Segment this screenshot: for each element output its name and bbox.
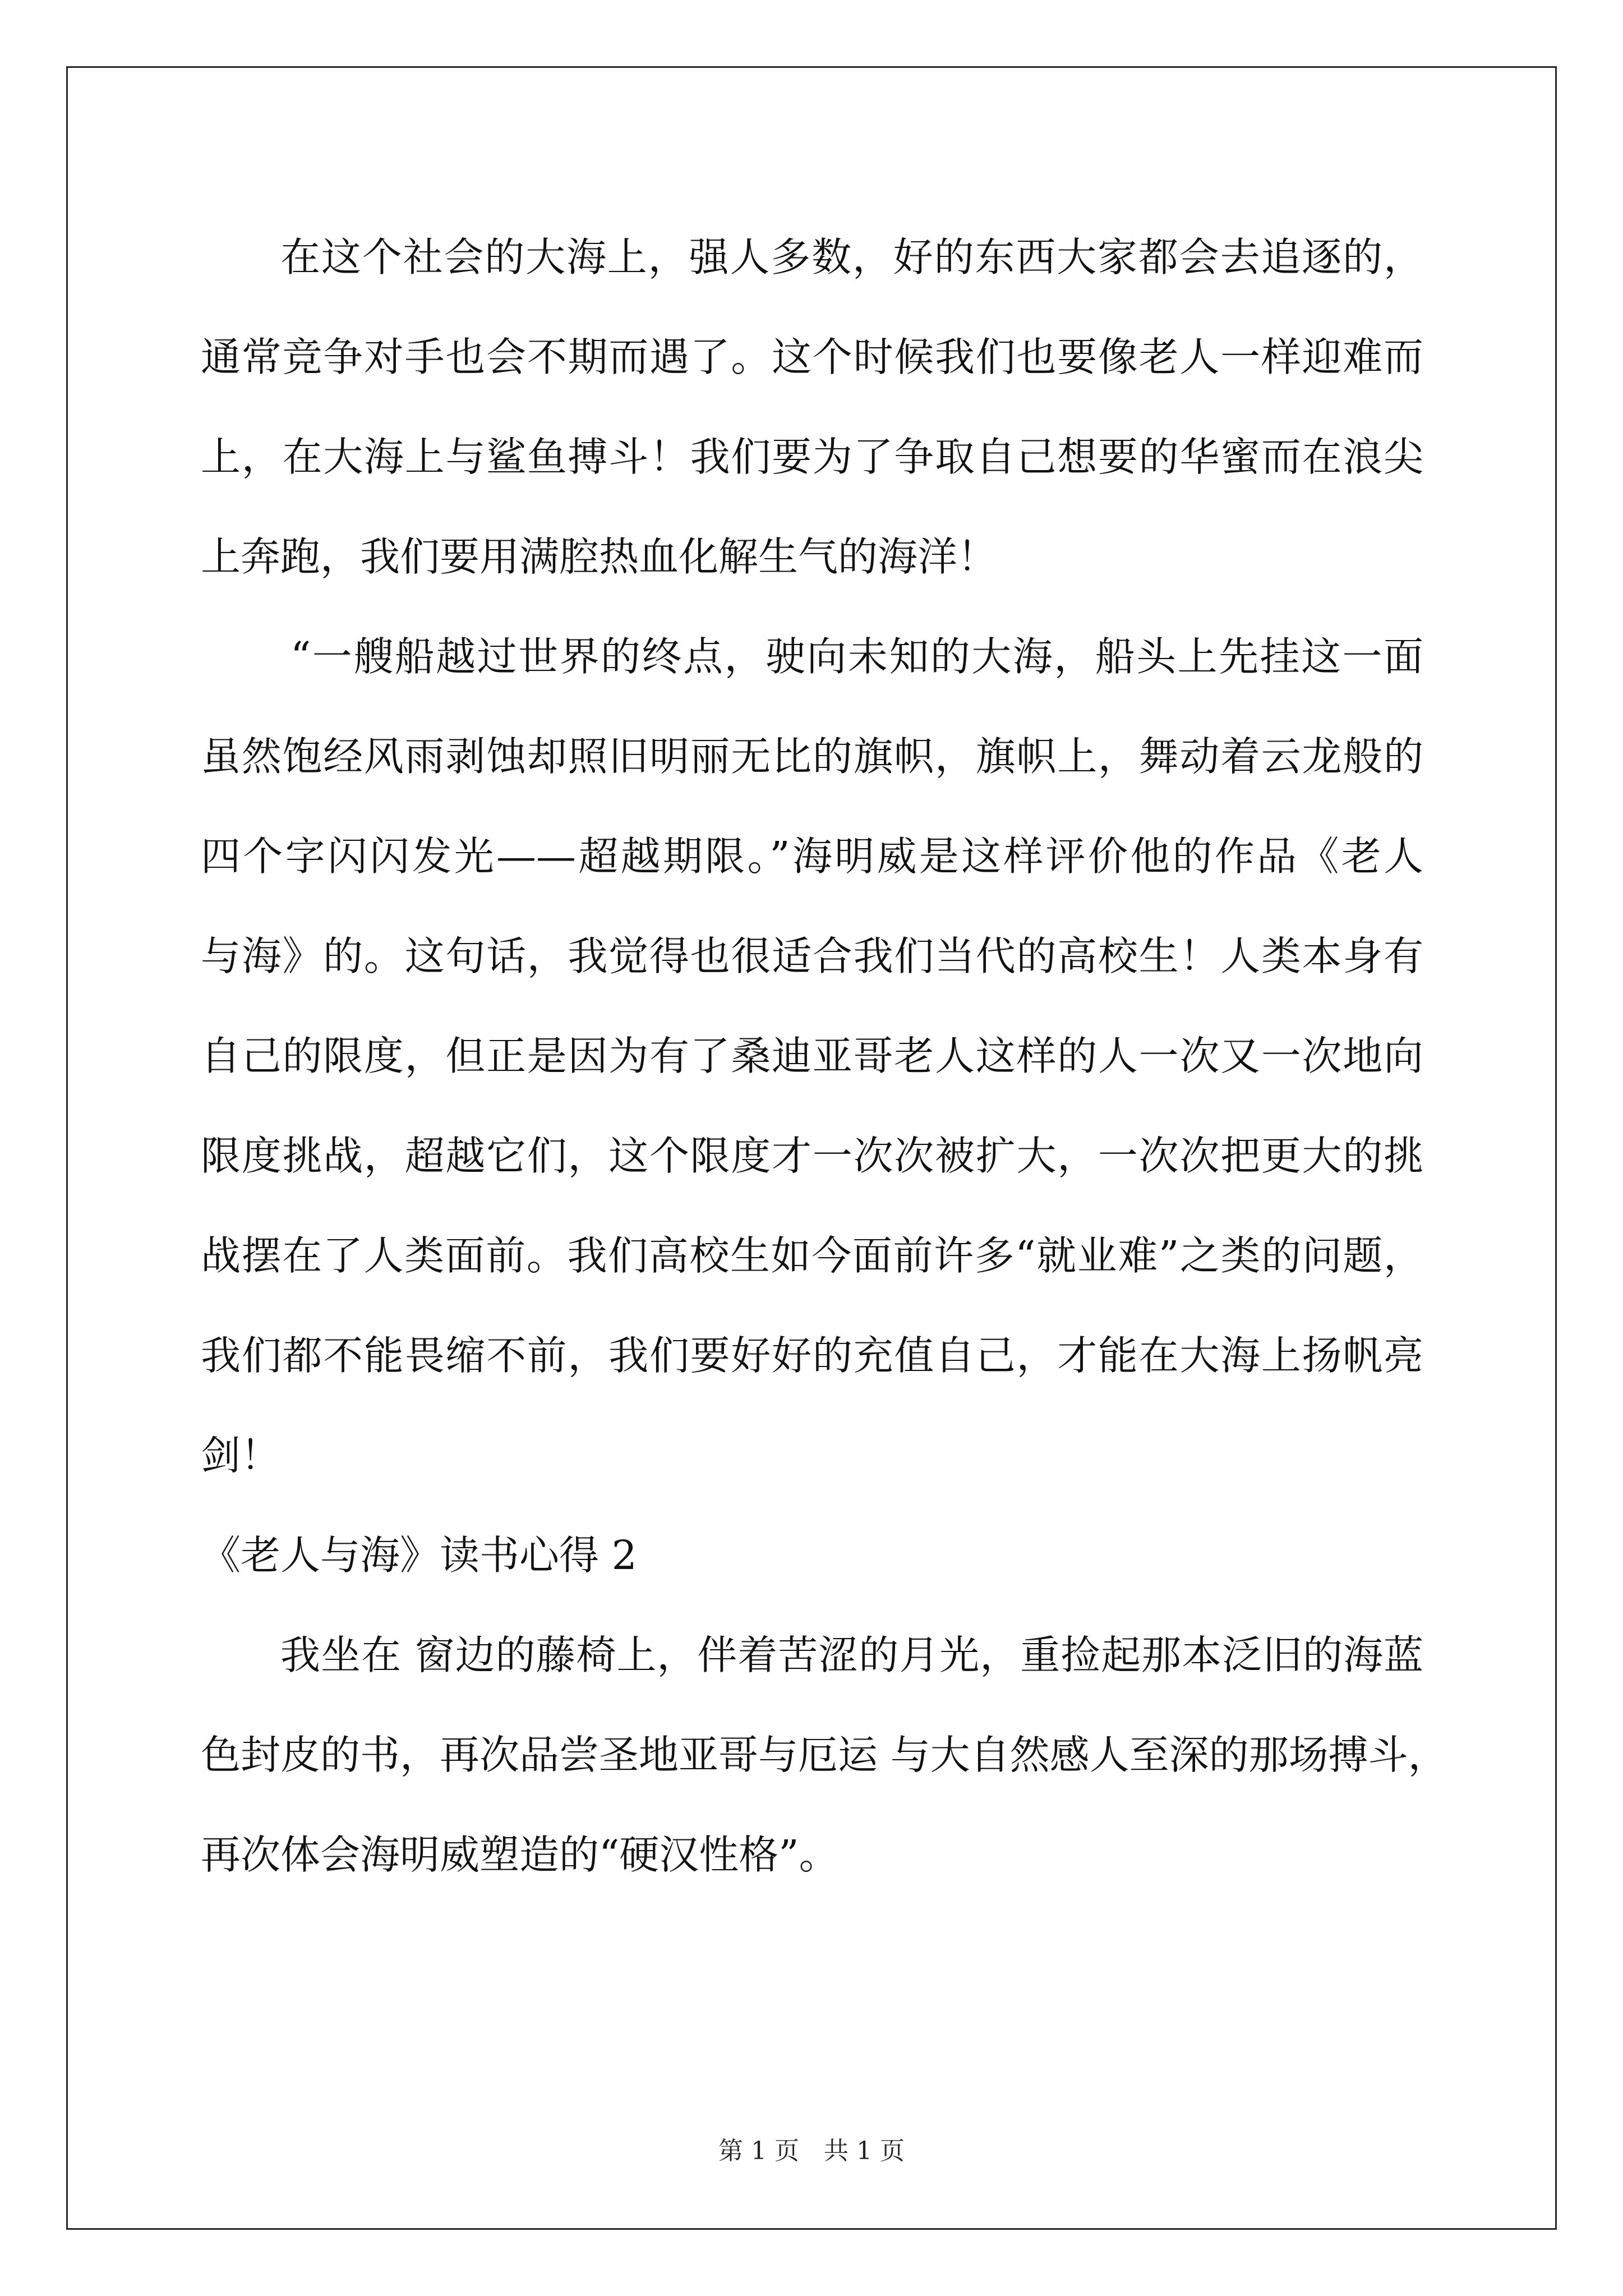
paragraph-line: 在这个社会的大海上，强人多数，好的东西大家都会去追逐的， bbox=[280, 234, 1423, 280]
paragraph-2 bbox=[201, 607, 1423, 1506]
paragraph-line: “一艘船越过世界的终点，驶向未知的大海，船头上先挂这一面 bbox=[291, 633, 1423, 680]
paragraph-line: 四个字闪闪发光——超越期限。”海明威是这样评价他的作品《老人 bbox=[201, 833, 1423, 880]
paragraph-line: 上奔跑，我们要用满腔热血化解生气的海洋！ bbox=[201, 533, 998, 580]
paragraph-line: 通常竞争对手也会不期而遇了。这个时候我们也要像老人一样迎难而 bbox=[201, 334, 1423, 380]
paragraph-line: 限度挑战，超越它们，这个限度才一次次被扩大，一次次把更大的挑 bbox=[201, 1133, 1423, 1179]
paragraph-line: 虽然饱经风雨剥蚀却照旧明丽无比的旗帜，旗帜上，舞动着云龙般的 bbox=[201, 733, 1423, 780]
paragraph-1 bbox=[201, 208, 1423, 607]
paragraph-line: 战摆在了人类面前。我们高校生如今面前许多“就业难”之类的问题， bbox=[201, 1232, 1423, 1279]
paragraph-line: 我们都不能畏缩不前，我们要好好的充值自己，才能在大海上扬帆亮 bbox=[201, 1332, 1423, 1379]
paragraph-line: 色封皮的书，再次品尝圣地亚哥与厄运 与大自然感人至深的那场搏斗， bbox=[201, 1732, 1448, 1778]
paragraph-line: 上，在大海上与鲨鱼搏斗！我们要为了争取自己想要的华蜜而在浪尖 bbox=[201, 434, 1423, 480]
paragraph-line: 再次体会海明威塑造的“硬汉性格”。 bbox=[201, 1832, 839, 1878]
paragraph-line: 我坐在 窗边的藤椅上，伴着苦涩的月光，重捡起那本泛旧的海蓝 bbox=[280, 1632, 1423, 1678]
paragraph-line: 剑！ bbox=[201, 1432, 281, 1479]
paragraph-line: 自己的限度，但正是因为有了桑迪亚哥老人这样的人一次又一次地向 bbox=[201, 1033, 1423, 1079]
section-heading: 《老人与海》读书心得 2 bbox=[201, 1532, 637, 1579]
document-body bbox=[201, 208, 1448, 1905]
page-footer: 第 1 页 共 1 页 bbox=[718, 2137, 905, 2165]
paragraph-line: 与海》的。这句话，我觉得也很适合我们当代的高校生！人类本身有 bbox=[201, 933, 1423, 979]
paragraph-3 bbox=[201, 1605, 1448, 1905]
